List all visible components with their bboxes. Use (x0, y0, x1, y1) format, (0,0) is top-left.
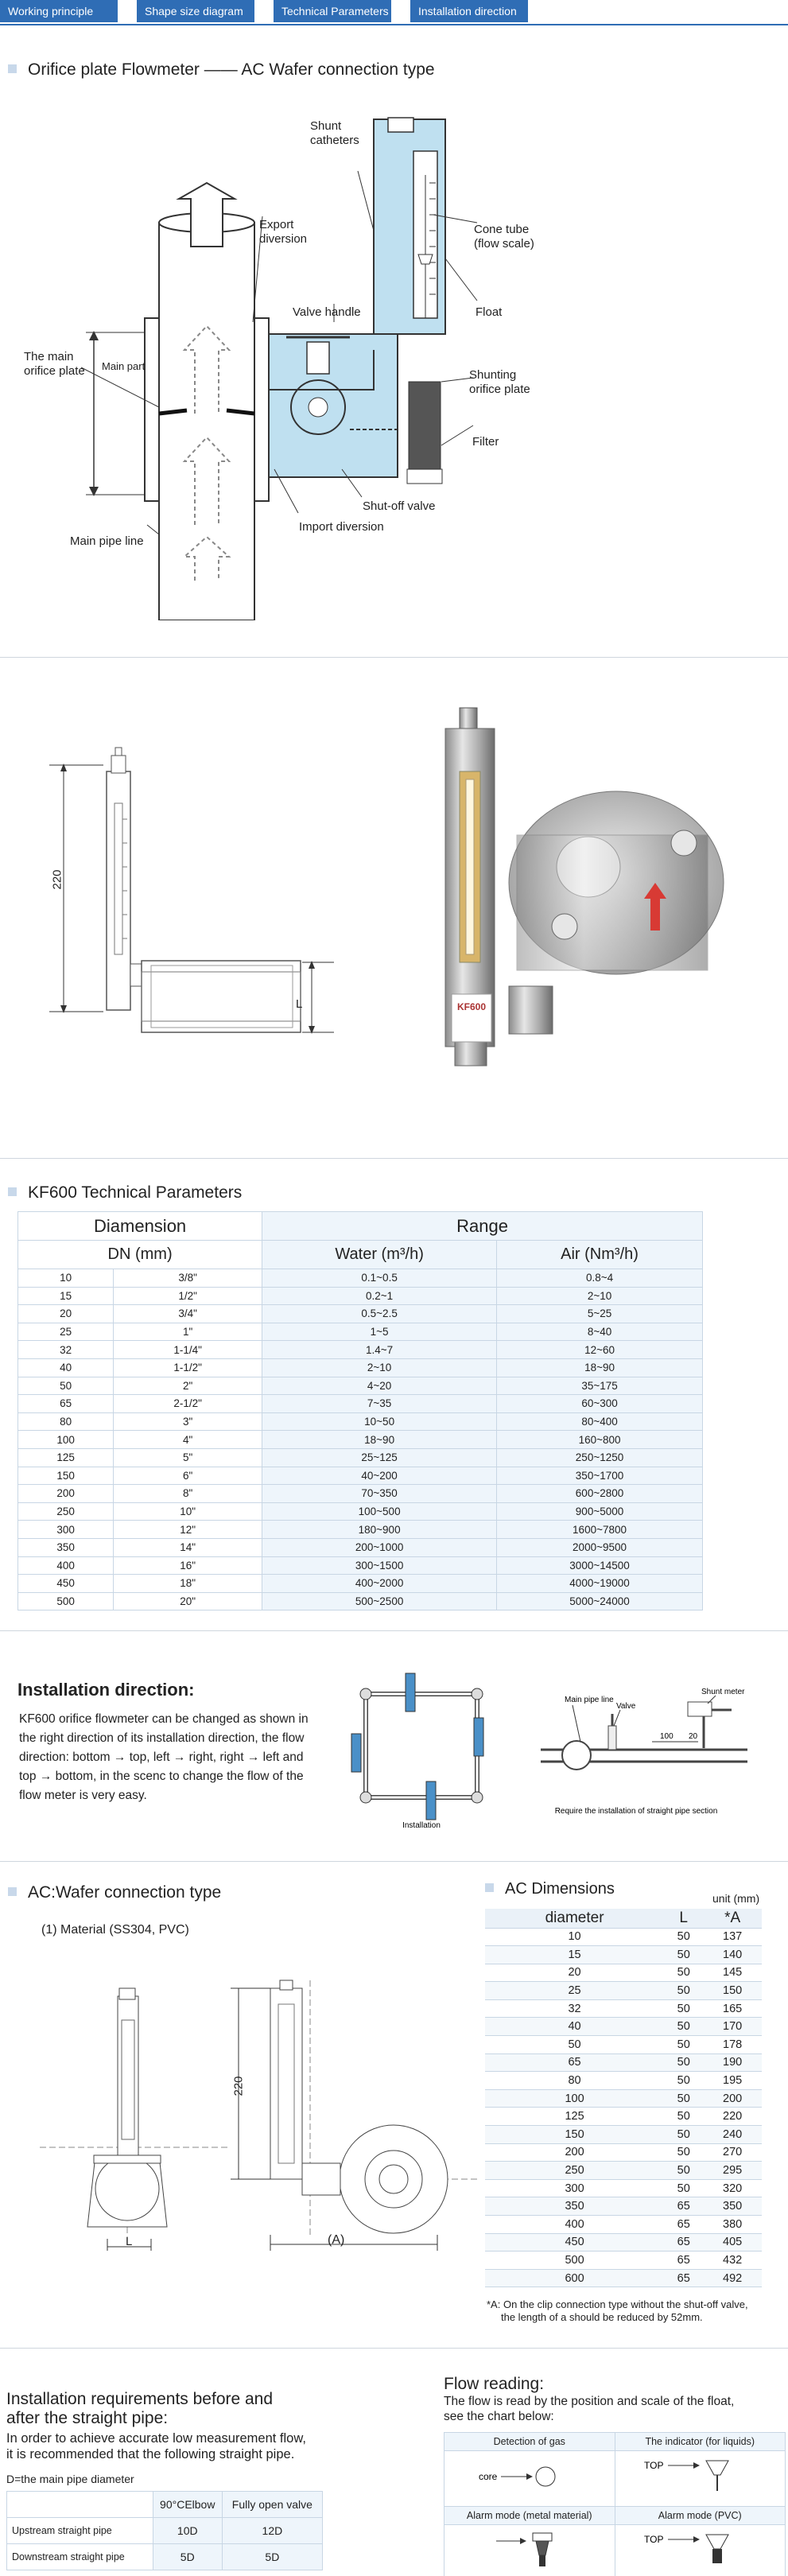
tech-cell-water: 1~5 (262, 1323, 497, 1341)
ac-material: (1) Material (SS304, PVC) (41, 1923, 189, 1937)
tech-cell-inch: 6" (114, 1467, 262, 1485)
tech-cell-dn: 50 (18, 1377, 114, 1395)
head-range: Range (262, 1212, 703, 1241)
label-float: Float (476, 305, 503, 319)
tech-cell-air: 900~5000 (497, 1502, 703, 1521)
principle-title-text: Orifice plate Flowmeter —— AC Wafer connection type (28, 60, 435, 79)
tech-cell-inch: 3/8" (114, 1269, 262, 1288)
acdim-row (485, 2233, 762, 2252)
tech-cell-air: 5000~24000 (497, 1592, 703, 1610)
tech-cell-dn: 300 (18, 1521, 114, 1539)
install-title: Installation direction: (17, 1680, 195, 1700)
acdim-cell-a: 270 (703, 2143, 762, 2162)
acdim-unit: unit (mm) (712, 1892, 760, 1905)
req-text-2: it is recommended that the following straight pipe. (6, 2447, 295, 2461)
bullet-square-icon (485, 1883, 494, 1892)
tech-cell-water: 0.1~0.5 (262, 1269, 497, 1288)
req-downstream-valve: 5D (222, 2544, 322, 2570)
acdim-row (485, 2089, 762, 2108)
req-upstream-valve: 12D (222, 2518, 322, 2544)
req-head-blank (7, 2492, 153, 2518)
acdim-cell-diameter: 400 (485, 2216, 664, 2234)
acdim-cell-a: 140 (703, 1946, 762, 1964)
label-top-pvc: TOP (644, 2534, 664, 2545)
tech-cell-water: 18~90 (262, 1431, 497, 1449)
tab-technical-parameters[interactable]: Technical Parameters (274, 0, 391, 22)
divider-4 (0, 1861, 788, 1862)
tech-cell-air: 18~90 (497, 1358, 703, 1377)
acdim-row (485, 2216, 762, 2234)
tech-row (18, 1377, 703, 1395)
tech-cell-inch: 2" (114, 1377, 262, 1395)
acdim-cell-l: 65 (664, 2197, 703, 2216)
flow-cell-alarm-metal (444, 2525, 615, 2576)
tech-cell-air: 12~60 (497, 1341, 703, 1359)
tech-cell-dn: 125 (18, 1448, 114, 1467)
acdim-cell-l: 50 (664, 1946, 703, 1964)
acdim-cell-a: 150 (703, 1982, 762, 2000)
acdim-cell-diameter: 40 (485, 2018, 664, 2036)
req-upstream-elbow: 10D (153, 2518, 222, 2544)
tab-shape-size-diagram[interactable]: Shape size diagram (137, 0, 254, 22)
tech-cell-air: 3000~14500 (497, 1556, 703, 1575)
acdim-cell-diameter: 300 (485, 2179, 664, 2197)
acdim-row (485, 1946, 762, 1964)
tech-row (18, 1538, 703, 1556)
tech-cell-air: 35~175 (497, 1377, 703, 1395)
label-shunting-orifice: Shunting orifice plate (469, 368, 530, 396)
install-text: KF600 orifice flowmeter can be changed as shown in the right direction of its installation direction, the flow direction: bottom → top, left → right, right → left and top → bottom, in the scenc to change the flow of the flow meter is very easy. (19, 1712, 309, 1802)
ac-drawing (32, 1972, 477, 2259)
tech-cell-dn: 450 (18, 1575, 114, 1593)
tech-cell-water: 40~200 (262, 1467, 497, 1485)
req-head-valve: Fully open valve (222, 2492, 322, 2518)
tech-cell-inch: 8" (114, 1485, 262, 1503)
flow-head-alarm-pvc: Alarm mode (PVC) (615, 2507, 786, 2525)
acdim-cell-diameter: 50 (485, 2036, 664, 2054)
tech-cell-dn: 20 (18, 1305, 114, 1323)
tech-params-table (17, 1211, 703, 1610)
req-title-2: after the straight pipe: (6, 2409, 169, 2427)
acdim-row (485, 2072, 762, 2090)
ac-dim-220: 220 (231, 2076, 246, 2096)
acdim-cell-diameter: 80 (485, 2072, 664, 2090)
label-valve: Valve (616, 1702, 636, 1711)
acdim-row (485, 2126, 762, 2144)
acdim-cell-l: 50 (664, 2036, 703, 2054)
acdim-cell-diameter: 10 (485, 1928, 664, 1946)
section-title-tech (8, 1183, 242, 1203)
label-shunt-meter: Shunt meter (701, 1688, 745, 1696)
tech-cell-water: 7~35 (262, 1395, 497, 1413)
acdim-cell-l: 50 (664, 1982, 703, 2000)
alarm-pvc-float-icon (620, 2525, 779, 2573)
ac-dim-a: (A) (328, 2233, 345, 2247)
acdim-cell-l: 50 (664, 2179, 703, 2197)
acdim-cell-a: 200 (703, 2089, 762, 2108)
acdim-row (485, 2252, 762, 2270)
label-valve-handle: Valve handle (293, 305, 361, 319)
divider-5 (0, 2348, 788, 2349)
install-diagram (334, 1662, 779, 1837)
tech-cell-water: 200~1000 (262, 1538, 497, 1556)
indicator-float-icon (620, 2451, 779, 2499)
acdim-row (485, 2108, 762, 2126)
acdim-cell-a: 240 (703, 2126, 762, 2144)
label-cone-tube: Cone tube (flow scale) (474, 223, 534, 251)
tech-cell-air: 160~800 (497, 1431, 703, 1449)
label-core: core (478, 2471, 498, 2482)
tech-cell-dn: 32 (18, 1341, 114, 1359)
tech-cell-water: 180~900 (262, 1521, 497, 1539)
acdim-cell-a: 137 (703, 1928, 762, 1946)
acdim-cell-l: 65 (664, 2269, 703, 2287)
tech-cell-dn: 200 (18, 1485, 114, 1503)
tech-cell-inch: 10" (114, 1502, 262, 1521)
head-air: Air (Nm³/h) (497, 1241, 703, 1269)
tech-row (18, 1502, 703, 1521)
tech-cell-dn: 25 (18, 1323, 114, 1341)
tech-cell-water: 0.5~2.5 (262, 1305, 497, 1323)
acdim-cell-l: 50 (664, 2089, 703, 2108)
label-main-pipe-line-small: Main pipe line (565, 1696, 614, 1704)
flow-title: Flow reading: (444, 2375, 545, 2393)
tech-cell-dn: 400 (18, 1556, 114, 1575)
tech-cell-water: 400~2000 (262, 1575, 497, 1593)
acdim-cell-a: 350 (703, 2197, 762, 2216)
caption-require-straight-pipe: Require the installation of straight pipe section (554, 1807, 718, 1816)
label-shunt-catheters: Shunt catheters (310, 119, 359, 147)
tech-cell-inch: 3/4" (114, 1305, 262, 1323)
acdim-cell-diameter: 100 (485, 2089, 664, 2108)
dim-100: 100 (660, 1732, 673, 1741)
flow-cell-indicator (615, 2451, 786, 2507)
label-import-diversion: Import diversion (299, 520, 384, 534)
divider-1 (0, 657, 788, 658)
tech-cell-dn: 10 (18, 1269, 114, 1288)
acdim-cell-a: 178 (703, 2036, 762, 2054)
acdim-cell-l: 50 (664, 1928, 703, 1946)
acdim-cell-diameter: 125 (485, 2108, 664, 2126)
straight-pipe-table (6, 2491, 323, 2570)
tech-cell-water: 4~20 (262, 1377, 497, 1395)
acdim-cell-l: 50 (664, 1964, 703, 1982)
tech-row (18, 1485, 703, 1503)
tech-cell-air: 350~1700 (497, 1467, 703, 1485)
tech-row (18, 1358, 703, 1377)
req-head-elbow: 90°CElbow (153, 2492, 222, 2518)
acdim-cell-diameter: 500 (485, 2252, 664, 2270)
label-top-indicator: TOP (644, 2460, 664, 2471)
acdim-cell-diameter: 15 (485, 1946, 664, 1964)
tech-row (18, 1521, 703, 1539)
tech-cell-inch: 16" (114, 1556, 262, 1575)
flow-head-indicator: The indicator (for liquids) (615, 2433, 786, 2451)
tech-cell-inch: 3" (114, 1412, 262, 1431)
bullet-square-icon (8, 64, 17, 73)
acdim-cell-l: 50 (664, 2162, 703, 2180)
tech-cell-dn: 150 (18, 1467, 114, 1485)
tech-cell-water: 100~500 (262, 1502, 497, 1521)
tech-row (18, 1341, 703, 1359)
ac-dim-l: L (126, 2235, 133, 2248)
label-main-orifice-plate: The main orifice plate (24, 350, 85, 378)
tech-cell-air: 4000~19000 (497, 1575, 703, 1593)
acdim-cell-diameter: 350 (485, 2197, 664, 2216)
tech-cell-air: 2000~9500 (497, 1538, 703, 1556)
acdim-cell-diameter: 450 (485, 2233, 664, 2252)
tech-row (18, 1556, 703, 1575)
acdim-cell-a: 492 (703, 2269, 762, 2287)
head-water: Water (m³/h) (262, 1241, 497, 1269)
acdim-cell-diameter: 150 (485, 2126, 664, 2144)
label-main-pipe-line: Main pipe line (70, 534, 144, 548)
svg-text:KF600: KF600 (456, 1001, 487, 1012)
acdim-cell-a: 220 (703, 2108, 762, 2126)
divider-3 (0, 1630, 788, 1631)
tech-cell-dn: 350 (18, 1538, 114, 1556)
head-dimension: Diamension (18, 1212, 262, 1241)
head-dn: DN (mm) (18, 1241, 262, 1269)
acdim-cell-diameter: 20 (485, 1964, 664, 1982)
tech-cell-water: 500~2500 (262, 1592, 497, 1610)
tab-working-principle[interactable]: Working principle (0, 0, 118, 22)
tech-cell-inch: 1" (114, 1323, 262, 1341)
acdim-row (485, 2197, 762, 2216)
tech-cell-water: 10~50 (262, 1412, 497, 1431)
acdim-row (485, 1928, 762, 1946)
acdim-cell-a: 405 (703, 2233, 762, 2252)
tech-cell-dn: 40 (18, 1358, 114, 1377)
tech-cell-dn: 500 (18, 1592, 114, 1610)
tech-cell-inch: 14" (114, 1538, 262, 1556)
acdim-cell-diameter: 200 (485, 2143, 664, 2162)
acdim-cell-l: 50 (664, 1999, 703, 2018)
tech-cell-dn: 100 (18, 1431, 114, 1449)
tech-row (18, 1467, 703, 1485)
acdim-row (485, 2179, 762, 2197)
req-dnote: D=the main pipe diameter (6, 2473, 134, 2485)
bullet-square-icon (8, 1887, 17, 1896)
acdim-row (485, 1999, 762, 2018)
acdim-cell-l: 50 (664, 2126, 703, 2144)
acdim-cell-diameter: 600 (485, 2269, 664, 2287)
acdim-note-2: the length of a should be reduced by 52mm. (501, 2311, 703, 2323)
tech-row (18, 1323, 703, 1341)
label-shut-off-valve: Shut-off valve (363, 499, 436, 513)
shape-size-diagram (0, 700, 788, 1145)
tech-cell-air: 1600~7800 (497, 1521, 703, 1539)
tech-cell-air: 0.8~4 (497, 1269, 703, 1288)
acdim-cell-l: 50 (664, 2018, 703, 2036)
alarm-metal-float-icon (450, 2525, 609, 2573)
flow-cell-alarm-pvc (615, 2525, 786, 2576)
acdim-row (485, 1982, 762, 2000)
acdim-cell-l: 65 (664, 2216, 703, 2234)
acdim-cell-a: 145 (703, 1964, 762, 1982)
acdim-cell-l: 50 (664, 2108, 703, 2126)
tech-row (18, 1395, 703, 1413)
tech-cell-air: 2~10 (497, 1287, 703, 1305)
tech-cell-air: 250~1250 (497, 1448, 703, 1467)
acdim-row (485, 1964, 762, 1982)
acdim-cell-l: 50 (664, 2143, 703, 2162)
dim-220-label: 220 (50, 869, 64, 890)
acdim-row (485, 2036, 762, 2054)
tech-cell-air: 5~25 (497, 1305, 703, 1323)
tech-cell-water: 300~1500 (262, 1556, 497, 1575)
tech-cell-dn: 65 (18, 1395, 114, 1413)
dim-20: 20 (689, 1732, 698, 1741)
tech-cell-inch: 1-1/2" (114, 1358, 262, 1377)
tech-cell-air: 600~2800 (497, 1485, 703, 1503)
acdim-row (485, 2143, 762, 2162)
bullet-square-icon (8, 1187, 17, 1196)
tech-cell-inch: 12" (114, 1521, 262, 1539)
label-filter: Filter (472, 435, 499, 449)
tech-row (18, 1431, 703, 1449)
req-downstream-label: Downstream straight pipe (7, 2544, 153, 2570)
tech-title-text: KF600 Technical Parameters (28, 1183, 243, 1202)
section-title-ac (8, 1883, 221, 1902)
acdim-head-a: *A (703, 1909, 762, 1928)
acdim-cell-diameter: 25 (485, 1982, 664, 2000)
ac-dimensions-table (485, 1909, 762, 2287)
tech-cell-water: 2~10 (262, 1358, 497, 1377)
tab-installation-direction[interactable]: Installation direction (410, 0, 528, 22)
acdim-note-1: *A: On the clip connection type without the shut-off valve, (487, 2298, 748, 2310)
label-export-diversion: Export diversion (259, 218, 308, 246)
acdim-row (485, 2018, 762, 2036)
flow-reading-table (444, 2432, 786, 2576)
acdim-cell-diameter: 250 (485, 2162, 664, 2180)
acdim-cell-a: 190 (703, 2053, 762, 2072)
tech-cell-dn: 15 (18, 1287, 114, 1305)
tech-row (18, 1287, 703, 1305)
acdim-title (485, 1880, 615, 1898)
acdim-cell-l: 65 (664, 2233, 703, 2252)
acdim-cell-diameter: 32 (485, 1999, 664, 2018)
gas-float-icon (450, 2451, 609, 2499)
tech-cell-inch: 5" (114, 1448, 262, 1467)
tech-cell-air: 8~40 (497, 1323, 703, 1341)
dim-l-label: L (296, 997, 303, 1011)
acdim-cell-a: 320 (703, 2179, 762, 2197)
tech-row (18, 1412, 703, 1431)
tab-bar (0, 0, 788, 25)
req-text-1: In order to achieve accurate low measurement flow, (6, 2431, 306, 2446)
acdim-cell-l: 65 (664, 2252, 703, 2270)
req-title-1: Installation requirements before and (6, 2390, 274, 2408)
tech-row (18, 1575, 703, 1593)
acdim-cell-diameter: 65 (485, 2053, 664, 2072)
flow-head-gas: Detection of gas (444, 2433, 615, 2451)
tech-cell-dn: 80 (18, 1412, 114, 1431)
tech-cell-water: 25~125 (262, 1448, 497, 1467)
flow-text-2: see the chart below: (444, 2410, 554, 2423)
caption-installation: Installation (402, 1821, 441, 1830)
tech-cell-inch: 1-1/4" (114, 1341, 262, 1359)
tech-row (18, 1592, 703, 1610)
tech-row (18, 1305, 703, 1323)
tech-cell-dn: 250 (18, 1502, 114, 1521)
req-downstream-elbow: 5D (153, 2544, 222, 2570)
acdim-row (485, 2162, 762, 2180)
acdim-cell-a: 295 (703, 2162, 762, 2180)
acdim-cell-l: 50 (664, 2053, 703, 2072)
tech-cell-water: 0.2~1 (262, 1287, 497, 1305)
tech-row (18, 1269, 703, 1288)
flow-head-alarm-metal: Alarm mode (metal material) (444, 2507, 615, 2525)
tech-cell-air: 80~400 (497, 1412, 703, 1431)
flow-text-1: The flow is read by the position and scale of the float, (444, 2395, 735, 2408)
acdim-head-l: L (664, 1909, 703, 1928)
acdim-title-text: AC Dimensions (505, 1880, 615, 1898)
tech-cell-water: 1.4~7 (262, 1341, 497, 1359)
tech-cell-inch: 20" (114, 1592, 262, 1610)
flow-cell-gas (444, 2451, 615, 2507)
tech-row (18, 1448, 703, 1467)
acdim-cell-a: 380 (703, 2216, 762, 2234)
tech-cell-inch: 4" (114, 1431, 262, 1449)
ac-title-text: AC:Wafer connection type (28, 1883, 222, 1902)
acdim-cell-a: 165 (703, 1999, 762, 2018)
tech-cell-water: 70~350 (262, 1485, 497, 1503)
tech-cell-inch: 18" (114, 1575, 262, 1593)
tech-cell-inch: 2-1/2" (114, 1395, 262, 1413)
req-upstream-label: Upstream straight pipe (7, 2518, 153, 2544)
acdim-cell-a: 432 (703, 2252, 762, 2270)
acdim-head-diameter: diameter (485, 1909, 664, 1928)
acdim-row (485, 2269, 762, 2287)
acdim-cell-a: 195 (703, 2072, 762, 2090)
acdim-cell-a: 170 (703, 2018, 762, 2036)
acdim-cell-l: 50 (664, 2072, 703, 2090)
label-main-part: Main part (102, 360, 146, 372)
tech-cell-air: 60~300 (497, 1395, 703, 1413)
acdim-row (485, 2053, 762, 2072)
divider-2 (0, 1158, 788, 1159)
section-title-principle (8, 60, 435, 80)
tech-cell-inch: 1/2" (114, 1287, 262, 1305)
